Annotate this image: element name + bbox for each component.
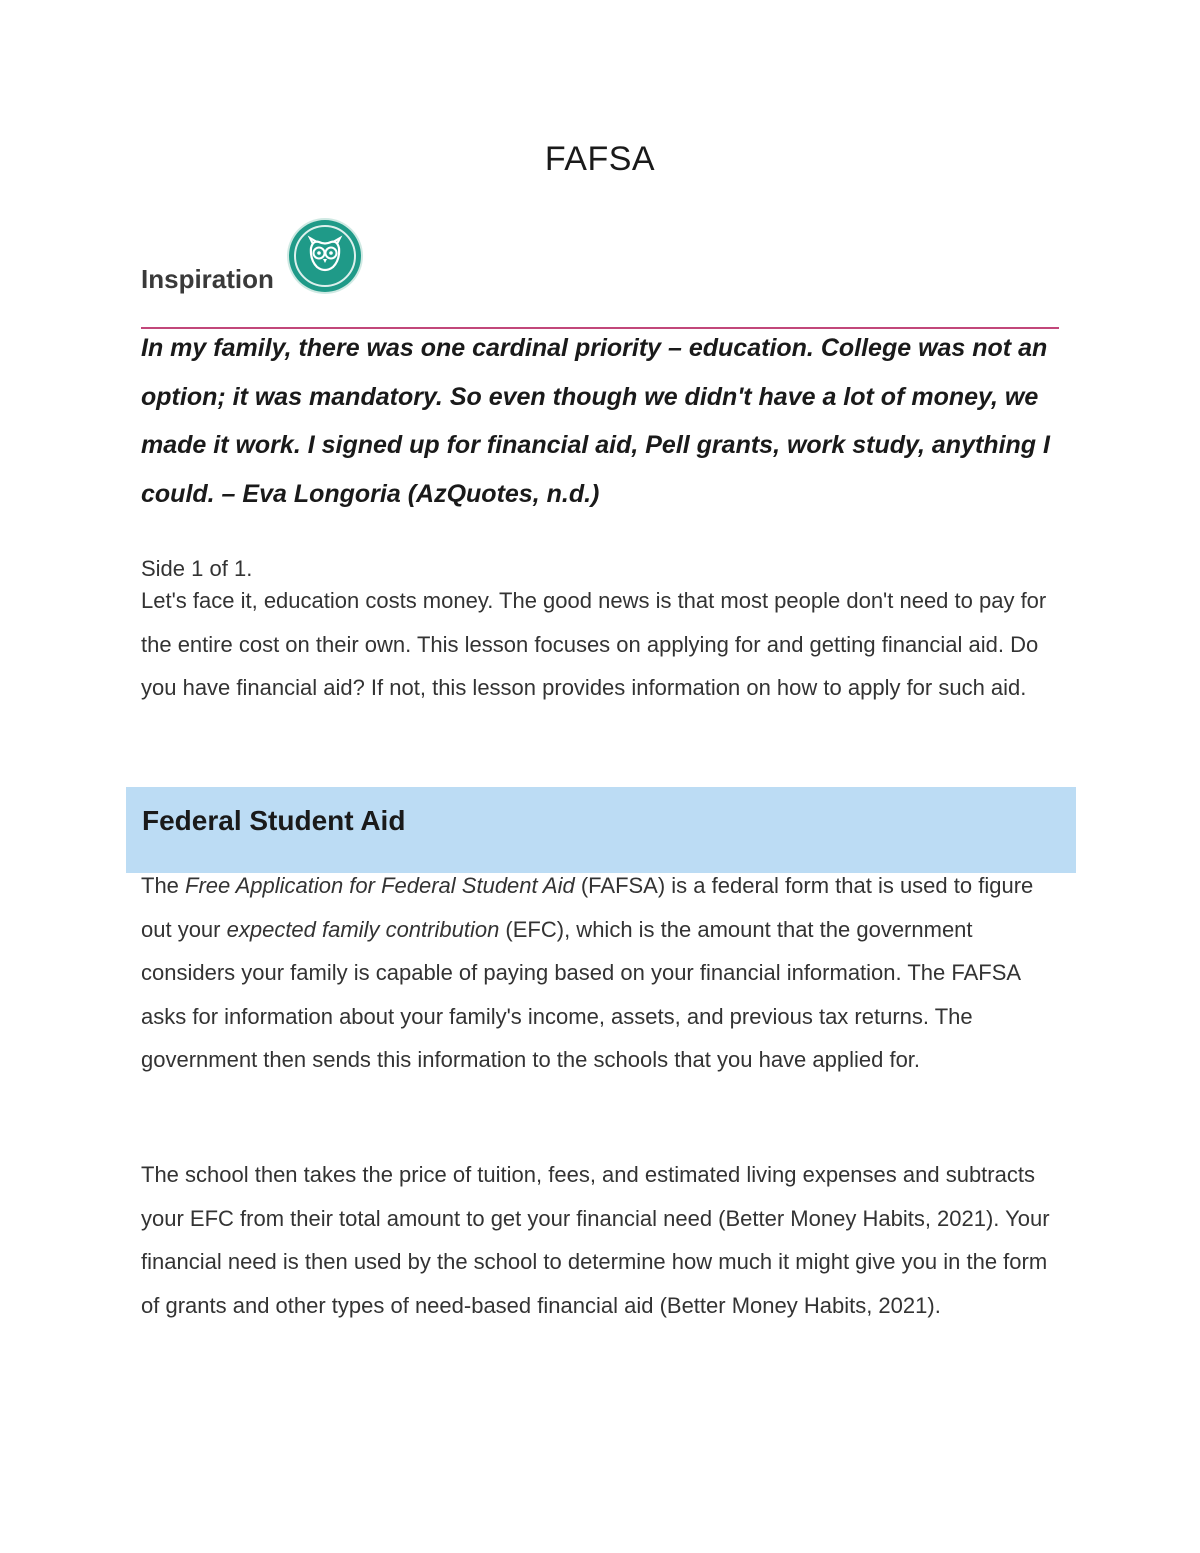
intro-paragraph: Let's face it, education costs money. The good news is that most people don't need to pay for the entire cost on their own. This lesson focuses on applying for and getting financial aid. Do you have financial aid? If not, this lesson provides information on how to apply for such aid. xyxy=(141,588,1047,701)
efc-term: expected family contribution xyxy=(226,916,500,942)
financial-need-paragraph: The school then takes the price of tuition, fees, and estimated living expenses and subtracts your EFC from their total amount to get your financial need (Better Money Habits, 2021). Your financial need is then used by the school to determine how much it might give you in the form of grants and other types of need-based financial aid (Better Money Habits, 2021). xyxy=(141,1162,1050,1318)
fafsa-text-2: (FAFSA) is a federal form that is used to figure out your xyxy=(141,873,1034,942)
side-label: Side 1 of 1. xyxy=(141,556,253,581)
section-header-band xyxy=(126,787,1076,873)
inspiration-heading: Inspiration xyxy=(141,264,274,294)
page-title: FAFSA xyxy=(544,140,656,178)
fafsa-paragraph xyxy=(141,864,1061,1082)
fafsa-text-1: The xyxy=(141,873,186,898)
fafsa-text-3: (EFC), which is the amount that the government considers your family is capable of paying based on your financial information. The FAFSA asks for information about your family's income, assets, and previous tax returns. The government then sends this information to the schools that you have applied for. xyxy=(141,916,1020,1073)
owl-icon xyxy=(289,220,361,292)
inspiration-quote: In my family, there was one cardinal priority – education. College was not an option; it was mandatory. So even though we didn't have a lot of money, we made it work. I signed up for financial aid, Pell grants, work study, anything I could. – Eva Longoria (AzQuotes, n.d.) xyxy=(141,334,1050,509)
fafsa-term-full-name: Free Application for Federal Student Aid xyxy=(185,873,575,898)
section-heading: Federal Student Aid xyxy=(142,805,406,836)
